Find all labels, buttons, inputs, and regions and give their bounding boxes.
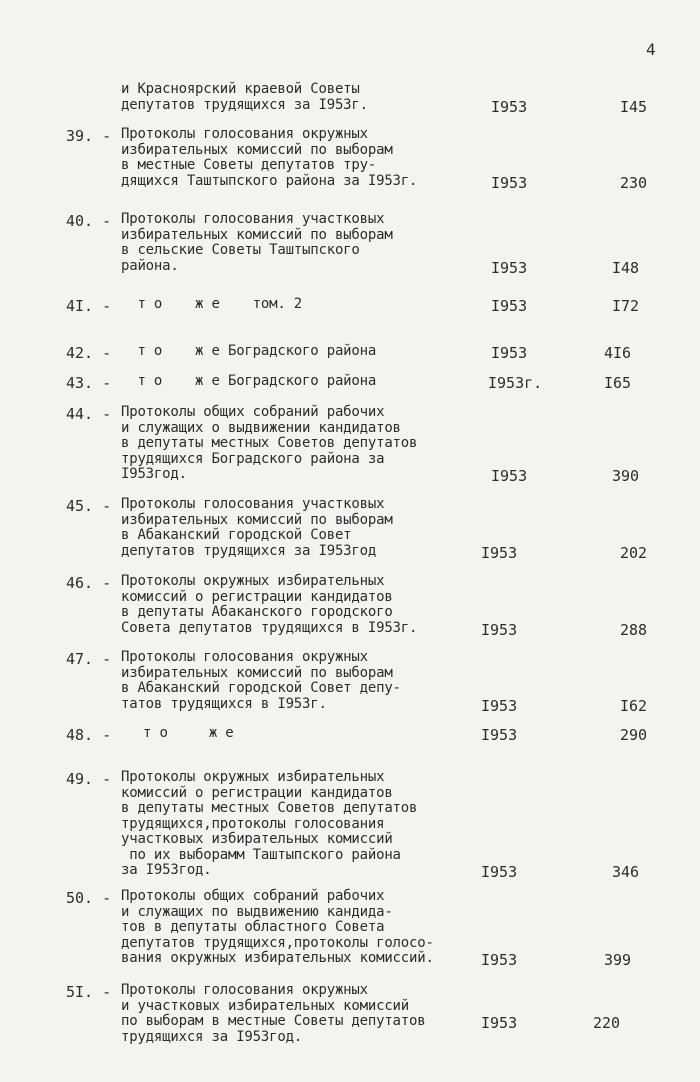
entry-sheet-count: 290: [620, 726, 648, 744]
entry-year: I953: [481, 543, 518, 562]
description-line: за I953год.: [121, 862, 212, 878]
description-line: избирательных комиссий по выборам: [121, 511, 393, 528]
entry-number: 40. -: [66, 212, 112, 230]
description-line: района.: [121, 257, 179, 274]
entry-number: 4I. -: [66, 297, 112, 315]
entry-year: I953: [481, 1014, 518, 1032]
entry-sheet-count: 230: [620, 173, 648, 192]
entry-number: 49. -: [66, 770, 112, 788]
entry-number: 45. -: [66, 497, 112, 515]
description-line: Протоколы голосования окружных: [121, 982, 368, 998]
description-line: Протоколы голосования окружных: [121, 649, 368, 665]
entry-description: [121, 344, 376, 360]
description-line: Протоколы окружных избирательных: [121, 769, 385, 785]
description-line: депутатов трудящихся,протоколы голосо-: [121, 934, 434, 951]
entry-year: I953г.: [488, 374, 543, 392]
entry-sheet-count: I62: [620, 696, 648, 715]
entry-year: I953: [481, 620, 518, 639]
entry-year: I953: [491, 173, 528, 192]
description-line: участковых избирательных комиссий: [121, 831, 393, 847]
entry-number: 46. -: [66, 574, 112, 592]
description-line: Совета депутатов трудящихся в I953г.: [121, 619, 418, 636]
entry-year: I953: [491, 297, 528, 315]
entry-number: 42. -: [66, 344, 112, 362]
description-line: комиссий о регистрации кандидатов: [121, 588, 393, 605]
description-line: в депутаты местных Советов депутатов: [121, 435, 418, 451]
entry-description: [121, 374, 376, 390]
entry-number: 5I. -: [66, 983, 112, 1001]
entry-year: I953: [481, 951, 518, 969]
entry-sheet-count: 220: [593, 1014, 621, 1032]
description-line: и служащих по выдвижению кандида-: [121, 903, 393, 920]
entry-sheet-count: 390: [612, 467, 640, 485]
description-line: и служащих о выдвижении кандидатов: [121, 419, 401, 436]
description-line: и участковых избирательных комиссий: [121, 997, 410, 1014]
description-line: трудящихся,протоколы голосования: [121, 815, 385, 832]
entry-description: [121, 127, 417, 189]
entry-year: I953: [481, 726, 518, 744]
entry-description: [121, 983, 425, 1045]
entry-number: 47. -: [66, 650, 112, 668]
entry-year: I953: [491, 258, 528, 277]
entry-sheet-count: I48: [612, 258, 640, 277]
description-line: трудящихся за I953год.: [121, 1028, 303, 1045]
description-line: дящихся Таштыпского района за I953г.: [121, 172, 418, 189]
description-line: в депутаты местных Советов депутатов: [121, 800, 418, 816]
entry-year: I953: [491, 97, 528, 116]
description-line: в Абаканский городской Совет: [121, 527, 352, 543]
entry-description: [121, 497, 393, 559]
entry-sheet-count: 202: [620, 543, 648, 562]
entry-year: I953: [491, 467, 528, 485]
description-line: т о ж е Боградского района: [121, 373, 377, 389]
description-line: депутатов трудящихся за I953г.: [121, 96, 368, 113]
description-line: по выборам в местные Советы депутатов: [121, 1013, 426, 1029]
entry-description: [121, 297, 302, 313]
entry-description: [121, 82, 368, 113]
entry-sheet-count: I65: [604, 374, 632, 392]
description-line: по их выборамм Таштыпского района: [121, 846, 401, 863]
entry-description: [121, 574, 417, 636]
description-line: т о ж е Боградского района: [121, 343, 377, 359]
description-line: Протоколы голосования участковых: [121, 211, 385, 227]
entry-number: 43. -: [66, 374, 112, 392]
entry-number: 50. -: [66, 889, 112, 907]
entry-sheet-count: I45: [620, 97, 648, 116]
description-line: татов трудящихся в I953г.: [121, 695, 327, 712]
description-line: избирательных комиссий по выборам: [121, 226, 393, 243]
page-number: 4: [646, 40, 656, 59]
description-line: вания окружных избирательных комиссий.: [121, 950, 434, 966]
description-line: Протоколы окружных избирательных: [121, 573, 385, 589]
entry-description: [121, 770, 417, 879]
entry-year: I953: [481, 696, 518, 715]
description-line: депутатов трудящихся за I953год: [121, 542, 377, 559]
description-line: Протоколы общих собраний рабочих: [121, 404, 385, 420]
entry-description: [121, 650, 401, 712]
entry-description: [121, 212, 393, 274]
description-line: тов в депутаты областного Совета: [121, 919, 385, 935]
description-line: Протоколы голосования участковых: [121, 496, 385, 512]
description-line: Протоколы общих собраний рабочих: [121, 888, 385, 904]
entry-sheet-count: 4I6: [604, 344, 632, 362]
description-line: I953год.: [121, 466, 187, 482]
entry-number: 48. -: [66, 726, 112, 744]
description-line: комиссий о регистрации кандидатов: [121, 784, 393, 801]
description-line: в депутаты Абаканского городского: [121, 604, 393, 620]
entry-sheet-count: 288: [620, 620, 648, 639]
entry-sheet-count: 346: [612, 863, 640, 881]
entry-number: 39. -: [66, 127, 112, 145]
description-line: т о ж е: [143, 725, 234, 741]
description-line: и Красноярский краевой Советы: [121, 81, 360, 97]
description-line: в сельские Советы Таштыпского: [121, 242, 360, 258]
entry-year: I953: [491, 344, 528, 362]
description-line: т о ж е том. 2: [121, 296, 303, 312]
description-line: избирательных комиссий по выборам: [121, 141, 393, 158]
description-line: Протоколы голосования окружных: [121, 126, 368, 142]
description-line: трудящихся Боградского района за: [121, 450, 385, 467]
entry-sheet-count: I72: [612, 297, 640, 315]
entry-description: [143, 726, 234, 742]
entry-number: 44. -: [66, 405, 112, 423]
entry-sheet-count: 399: [604, 951, 632, 969]
entry-description: [121, 405, 417, 483]
description-line: избирательных комиссий по выборам: [121, 664, 393, 681]
description-line: в местные Советы депутатов тру-: [121, 157, 377, 173]
entry-description: [121, 889, 434, 967]
entry-year: I953: [481, 863, 518, 881]
description-line: в Абаканский городской Совет депу-: [121, 680, 401, 696]
